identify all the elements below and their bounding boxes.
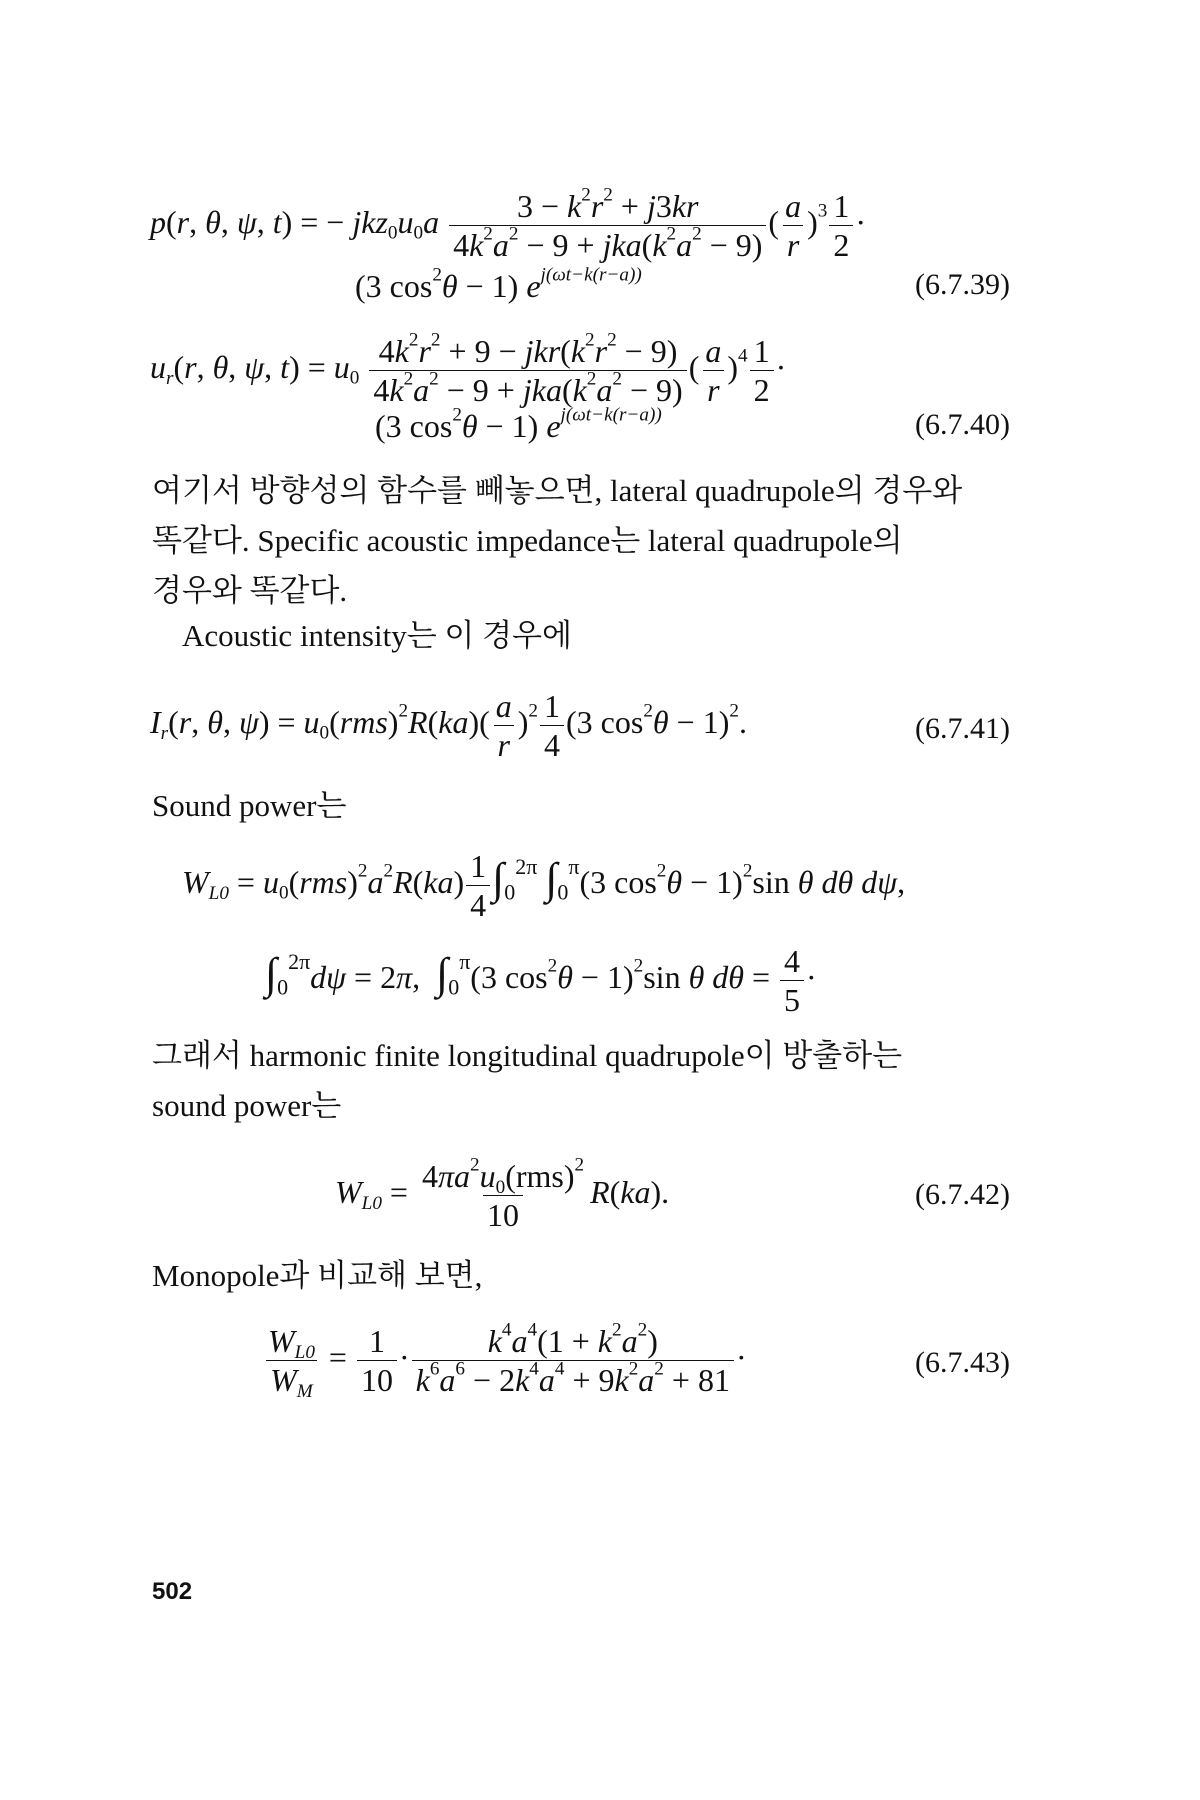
equation-number-6-7-43: (6.7.43) bbox=[915, 1346, 1010, 1379]
paragraph-monopole-comparison: Monopole과 비교해 보면, bbox=[152, 1258, 483, 1293]
paragraph-directivity bbox=[152, 470, 962, 612]
equation-6-7-42: $W_{L0}$ = $\frac{4\pi a^2u_0(rms)^2}{10}$ R(ka). bbox=[335, 1154, 670, 1233]
equation-6-7-39: p(r, θ, ψ, t) = − $jkz_0u_0a$ $\frac{3 - k^2r^2 + j3kr}{4k^2a^2 - 9 + jka(k^2a^2 - 9)}$ ( $\frac{a}{r}$ )$^3$ $\frac{1}{2}$ · bbox=[150, 184, 866, 263]
equation-number-6-7-41: (6.7.41) bbox=[915, 712, 1010, 745]
paragraph-acoustic-intensity: Acoustic intensity는 이 경우에 bbox=[182, 618, 572, 653]
paragraph-line: 똑같다. Specific acoustic impedance는 lateral quadrupole의 bbox=[152, 522, 903, 558]
equation-6-7-40: $u_r(r$, θ, ψ, $t) = u_0$ $\frac{4k^2r^2 + 9 - jkr(k^2r^2 - 9)}{4k^2a^2 - 9 + jka(k^2a^2 - 9)}$ ( $\frac{a}{r}$ )$^4$ $\frac{1}{2}$ · bbox=[150, 329, 787, 408]
equation-number-6-7-42: (6.7.42) bbox=[915, 1178, 1010, 1211]
paragraph-line: 경우와 똑같다. bbox=[152, 572, 348, 608]
equation-number-6-7-39: (6.7.39) bbox=[915, 268, 1010, 301]
paragraph-longitudinal-quadrupole bbox=[152, 1035, 902, 1127]
paragraph-line: sound power는 bbox=[152, 1087, 342, 1123]
paragraph-line: 여기서 방향성의 함수를 빼놓으면, lateral quadrupole의 경우와 bbox=[152, 473, 963, 508]
paragraph-sound-power: Sound power는 bbox=[152, 788, 347, 823]
paragraph-line: 그래서 harmonic finite longitudinal quadrupole이 방출하는 bbox=[152, 1038, 903, 1073]
equation-6-7-39-line2: (3 $\cos^2\theta - 1$) $e^{j(\omega t-k(r-a))}$ bbox=[355, 264, 642, 304]
equation-wlo-integral: $W_{L0} = u_0(rms)^2a^2R(ka)$ $\frac{1}{4}$ $\int_0^{2\pi}$ $\int_0^\pi(3$ $\cos^2\theta - 1)^2\sin$ θ dθ dψ, bbox=[182, 848, 906, 923]
equation-number-6-7-40: (6.7.40) bbox=[915, 408, 1010, 441]
equation-6-7-40-line2: (3 $\cos^2\theta - 1$) $e^{j(\omega t-k(r-a))}$ bbox=[375, 404, 662, 444]
equation-6-7-43: $\frac{W_{L0}}{W_M}$ = $\frac{1}{10}$ · $\frac{k^4a^4(1 + k^2a^2)}{k^6a^6 - 2k^4a^4 + 9k^2a^2 + 81}$ · bbox=[268, 1319, 747, 1402]
equation-6-7-41: $I_r(r$, θ, $\psi) = u_0(rms)^2R(ka)$( $\frac{a}{r}$ )$^2$ $\frac{1}{4}$ (3 $\cos^2\theta - 1)^2$. bbox=[150, 688, 747, 763]
equation-integrals: $\int_0^{2\pi}d\psi = 2\pi$, $\int_0^\pi(3$ $\cos^2\theta - 1)^2\sin$ θ dθ = $\frac{4}{5}$ · bbox=[265, 943, 817, 1018]
page-number: 502 bbox=[152, 1578, 193, 1605]
